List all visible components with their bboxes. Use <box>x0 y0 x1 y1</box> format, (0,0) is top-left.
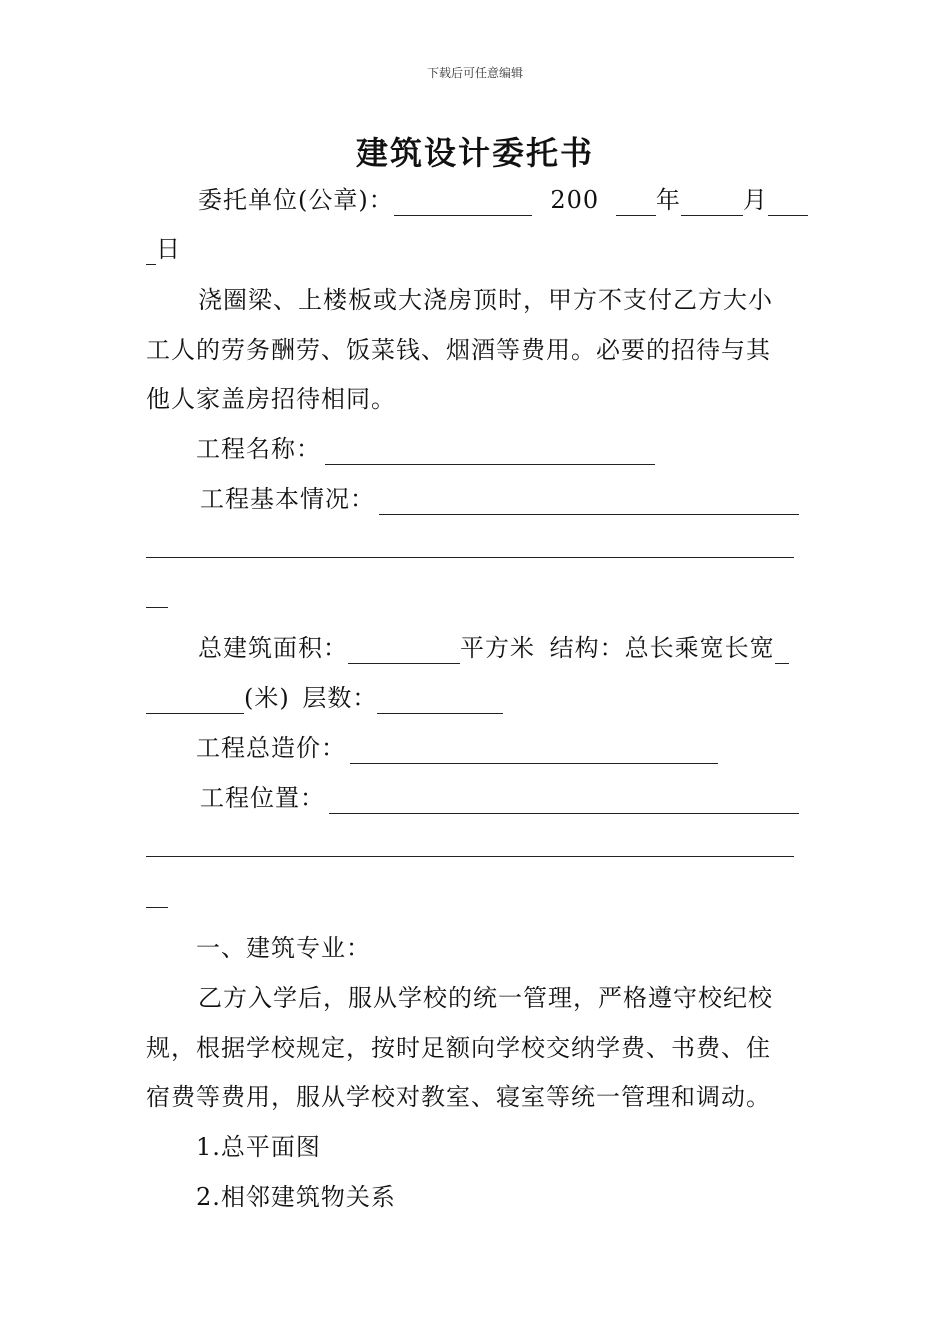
month-blank[interactable] <box>681 189 743 216</box>
location-line <box>200 782 799 814</box>
day-line <box>146 233 181 265</box>
location-label: 工程位置： <box>200 784 325 812</box>
area-label: 总建筑面积： <box>198 634 348 662</box>
floors-field[interactable] <box>377 687 503 714</box>
total-cost-line <box>196 732 718 764</box>
structure-field-start[interactable] <box>775 637 789 664</box>
month-label: 月 <box>742 186 768 214</box>
area-field[interactable] <box>348 637 460 664</box>
para2-line: 宿费等费用，服从学校对教室、寝室等统一管理和调动。 <box>146 1083 771 1111</box>
floors-label: 层数： <box>302 684 378 712</box>
total-cost-label: 工程总造价： <box>196 734 346 762</box>
section1-heading: 一、建筑专业： <box>196 934 371 962</box>
client-line <box>198 184 808 216</box>
project-basic-field-line2[interactable] <box>146 557 794 558</box>
project-basic-label: 工程基本情况： <box>200 485 375 513</box>
list-item: 1.总平面图 <box>196 1133 321 1161</box>
day-blank-end[interactable] <box>146 238 156 265</box>
structure-label: 结构：总长乘宽长宽 <box>549 634 775 662</box>
project-name-field[interactable] <box>325 438 655 465</box>
list-item: 2.相邻建筑物关系 <box>196 1183 396 1211</box>
project-name-line <box>196 433 655 465</box>
header-note: 下载后可任意编辑 <box>426 66 523 80</box>
para1-line: 工人的劳务酬劳、饭菜钱、烟酒等费用。必要的招待与其 <box>146 336 771 364</box>
area-line <box>198 632 789 664</box>
location-field[interactable] <box>329 787 799 814</box>
project-basic-line <box>200 483 799 515</box>
para1-line: 他人家盖房招待相同。 <box>146 385 396 413</box>
day-blank-start[interactable] <box>768 189 808 216</box>
year-blank[interactable] <box>616 189 656 216</box>
location-field-line3[interactable] <box>146 907 168 908</box>
client-blank[interactable] <box>394 189 532 216</box>
document-title: 建筑设计委托书 <box>355 134 594 172</box>
total-cost-field[interactable] <box>350 737 718 764</box>
project-basic-field[interactable] <box>379 488 799 515</box>
structure-field-end[interactable] <box>146 687 244 714</box>
project-basic-field-line3[interactable] <box>146 607 168 608</box>
floors-line <box>146 682 503 714</box>
para1-line: 浇圈梁、上楼板或大浇房顶时，甲方不支付乙方大小 <box>198 286 773 314</box>
year-label: 年 <box>655 186 681 214</box>
area-unit: 平方米 <box>460 634 535 662</box>
project-name-label: 工程名称： <box>196 435 321 463</box>
meter-unit: (米) <box>244 684 290 712</box>
client-label: 委托单位(公章)： <box>198 186 394 214</box>
day-label: 日 <box>156 235 181 263</box>
year-prefix: 200 <box>550 186 600 214</box>
location-field-line2[interactable] <box>146 856 794 857</box>
para2-line: 乙方入学后，服从学校的统一管理，严格遵守校纪校 <box>198 984 773 1012</box>
para2-line: 规，根据学校规定，按时足额向学校交纳学费、书费、住 <box>146 1034 771 1062</box>
